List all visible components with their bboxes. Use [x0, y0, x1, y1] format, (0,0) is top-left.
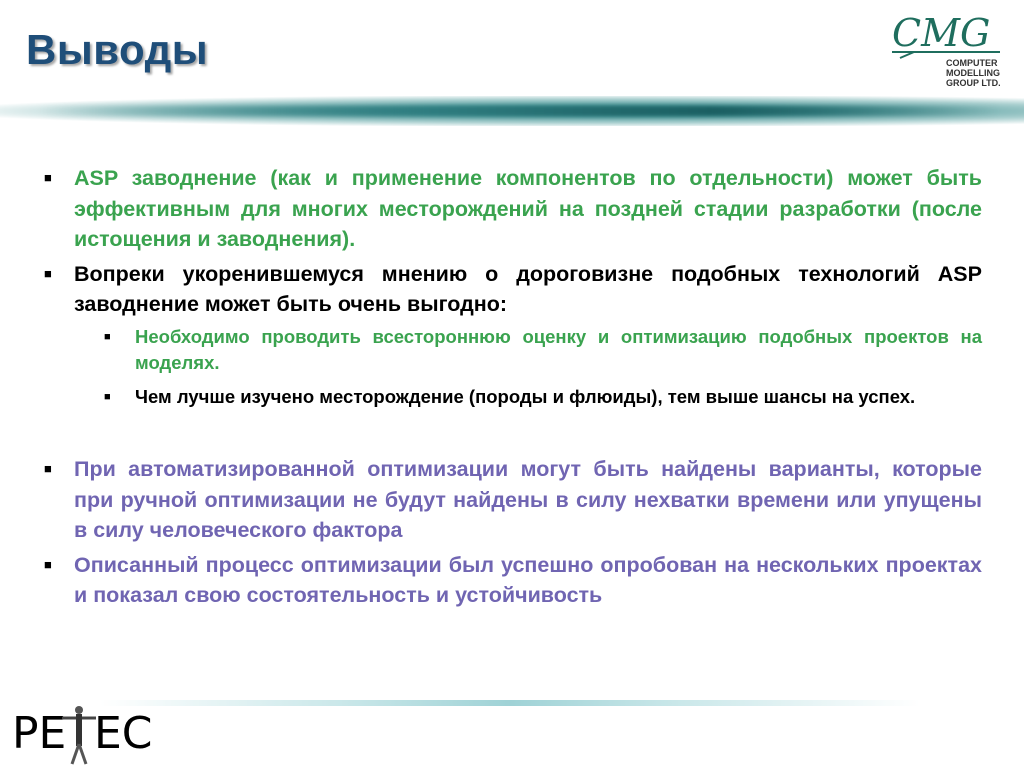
- petec-logo-left: PE: [12, 708, 67, 759]
- petec-logo: [10, 700, 153, 766]
- bullet-list: [40, 163, 982, 615]
- sub-bullet-item: [40, 324, 982, 377]
- bullet-item: [40, 454, 982, 546]
- cmg-logo-line: COMPUTER: [946, 58, 998, 68]
- cmg-logo-subtitle: [946, 58, 1001, 88]
- bullet-item: [40, 163, 982, 255]
- square-bullet-icon: ■: [44, 265, 52, 281]
- vitruvian-figure-icon: [60, 704, 98, 766]
- sub-bullet-text: Чем лучше изучено месторождение (породы и флюиды), тем выше шансы на успех.: [135, 385, 916, 407]
- petec-logo-right: EC: [94, 708, 153, 759]
- square-bullet-icon: ■: [44, 170, 52, 185]
- sub-bullet-item: [40, 384, 982, 411]
- cmg-logo-line: GROUP LTD.: [946, 78, 1001, 88]
- bullet-item: [40, 259, 982, 320]
- cmg-logo-mark: CMG: [892, 11, 991, 55]
- page-title: Выводы: [26, 26, 209, 73]
- sub-bullet-text: Необходимо проводить всестороннюю оценку и оптимизацию подобных проектов на моделях.: [135, 325, 982, 373]
- square-bullet-icon: ■: [104, 330, 111, 343]
- header-divider-core: [40, 106, 1000, 116]
- bullet-text: ASP заводнение (как и применение компонентов по отдельности) может быть эффективным для многих месторождений на поздней стадии разработки (после истощения и заводнения).: [74, 166, 982, 251]
- square-bullet-icon: ■: [44, 556, 52, 572]
- bullet-text: При автоматизированной оптимизации могут быть найдены варианты, которые при ручной оптимизации не будут найдены в силу нехватки времени или упущены в силу человеческого фактора: [74, 457, 982, 542]
- bullet-text: Вопреки укоренившемуся мнению о дороговизне подобных технологий ASP заводнение может быть очень выгодно:: [74, 261, 982, 316]
- square-bullet-icon: ■: [104, 390, 111, 403]
- cmg-logo-line: MODELLING: [946, 68, 1000, 78]
- square-bullet-icon: ■: [44, 461, 52, 476]
- footer-divider: [100, 700, 920, 706]
- bullet-text: Описанный процесс оптимизации был успешно опробован на нескольких проектах и показал свою состоятельность и устойчивость: [74, 552, 982, 607]
- bullet-item: [40, 550, 982, 611]
